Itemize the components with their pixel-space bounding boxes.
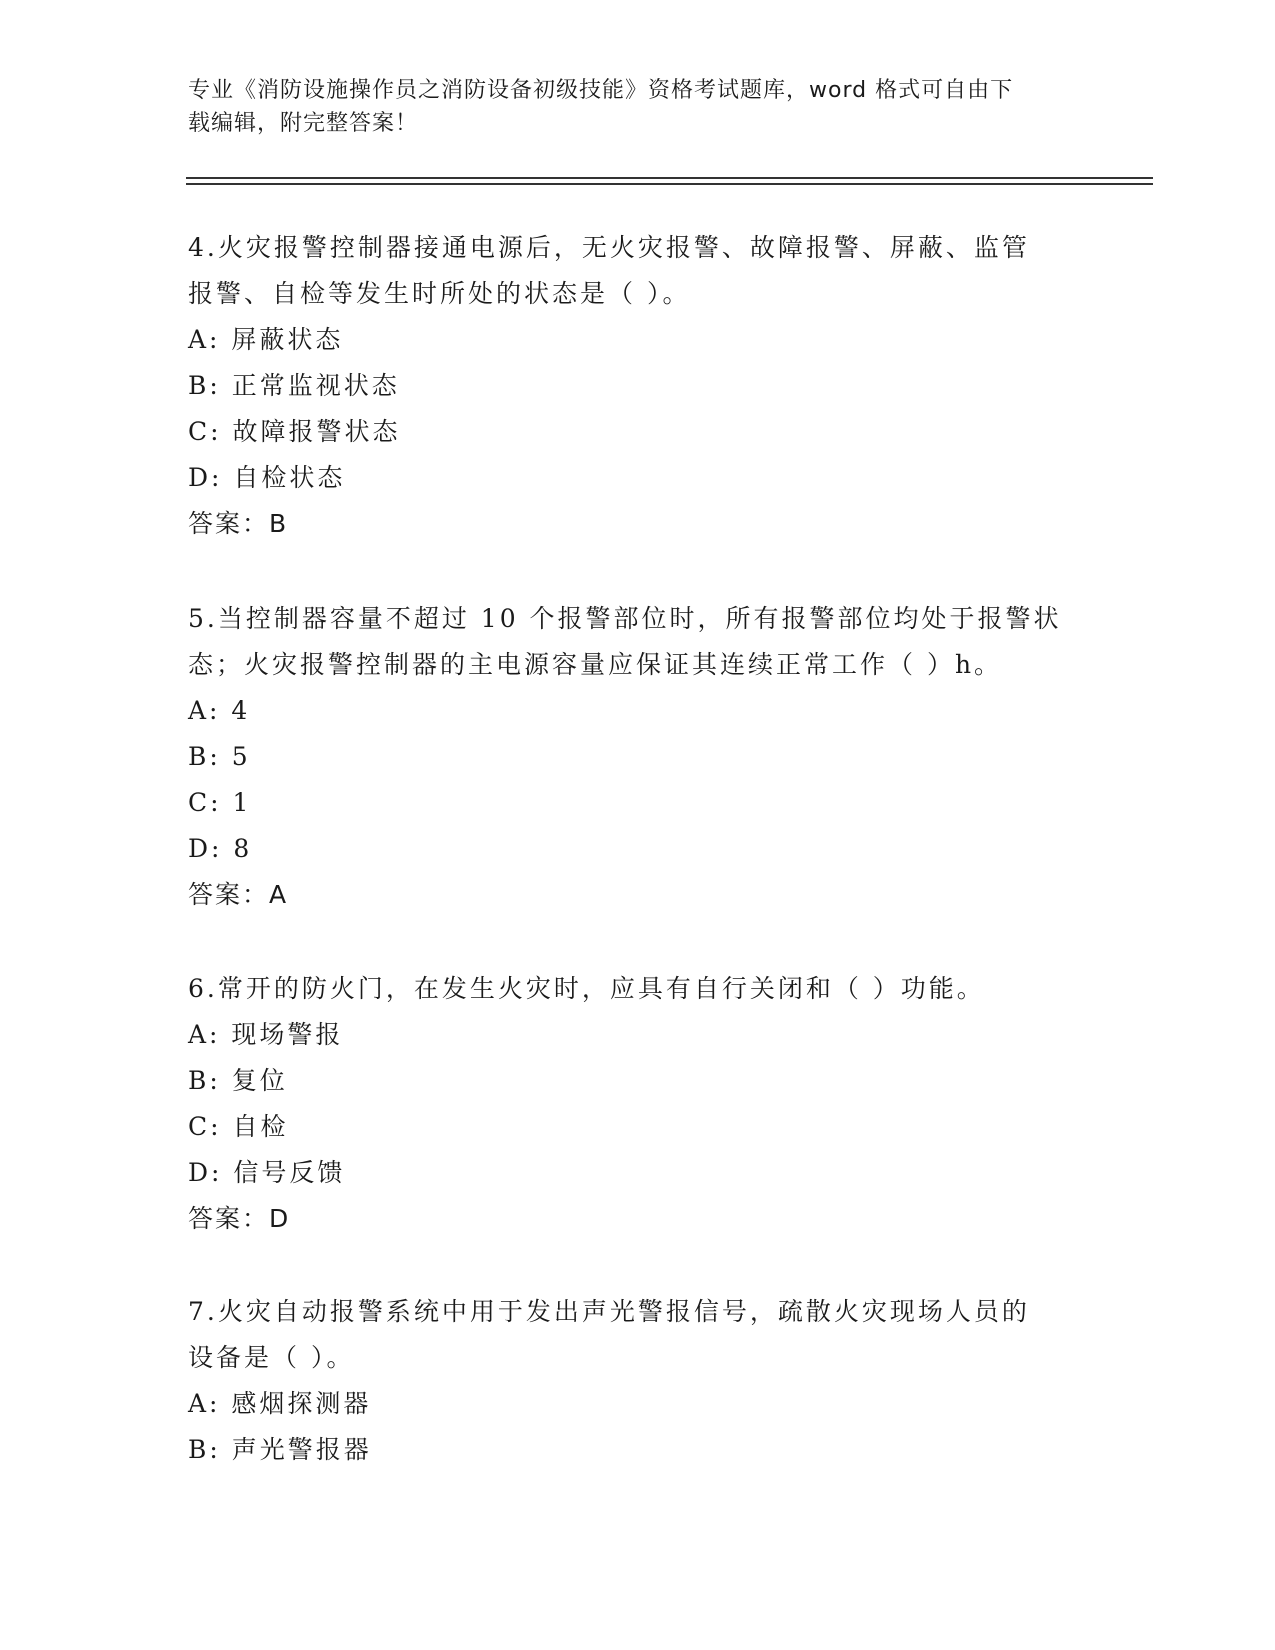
answer: 答案：A <box>188 880 289 909</box>
question-stem-line: 5.当控制器容量不超过 10 个报警部位时，所有报警部位均处于报警状 <box>188 604 1062 633</box>
header-divider-bottom <box>186 183 1153 185</box>
answer: 答案：B <box>188 509 289 538</box>
question-stem-line: 设备是（ ）。 <box>188 1343 355 1372</box>
question-4 <box>188 225 1088 547</box>
question-stem-line: 6.常开的防火门，在发生火灾时，应具有自行关闭和（ ）功能。 <box>188 974 985 1003</box>
option-b: B: 5 <box>188 742 251 771</box>
option-d: D: 信号反馈 <box>188 1158 346 1187</box>
question-stem-line: 报警、自检等发生时所处的状态是（ ）。 <box>188 279 691 308</box>
option-a: A: 4 <box>188 696 251 725</box>
header-line-1: 专业《消防设施操作员之消防设备初级技能》资格考试题库，word 格式可自由下 <box>188 78 1014 103</box>
document-header <box>188 74 1068 140</box>
option-a: A: 现场警报 <box>188 1020 344 1049</box>
option-a: A: 屏蔽状态 <box>188 325 344 354</box>
option-c: C: 自检 <box>188 1112 289 1141</box>
option-b: B: 正常监视状态 <box>188 371 400 400</box>
option-b: B: 复位 <box>188 1066 288 1095</box>
question-6 <box>188 966 1088 1242</box>
header-divider-top <box>186 177 1153 179</box>
option-d: D: 自检状态 <box>188 463 346 492</box>
question-stem-line: 态；火灾报警控制器的主电源容量应保证其连续正常工作（ ）h。 <box>188 650 1003 679</box>
option-c: C: 故障报警状态 <box>188 417 401 446</box>
header-line-2: 载编辑，附完整答案！ <box>188 111 419 136</box>
option-b: B: 声光警报器 <box>188 1435 372 1464</box>
option-a: A: 感烟探测器 <box>188 1389 372 1418</box>
question-stem-line: 7.火灾自动报警系统中用于发出声光警报信号，疏散火灾现场人员的 <box>188 1297 1030 1326</box>
question-stem-line: 4.火灾报警控制器接通电源后，无火灾报警、故障报警、屏蔽、监管 <box>188 233 1030 262</box>
question-7 <box>188 1289 1088 1473</box>
option-c: C: 1 <box>188 788 252 817</box>
option-d: D: 8 <box>188 834 253 863</box>
answer: 答案：D <box>188 1204 291 1233</box>
question-5 <box>188 596 1088 918</box>
